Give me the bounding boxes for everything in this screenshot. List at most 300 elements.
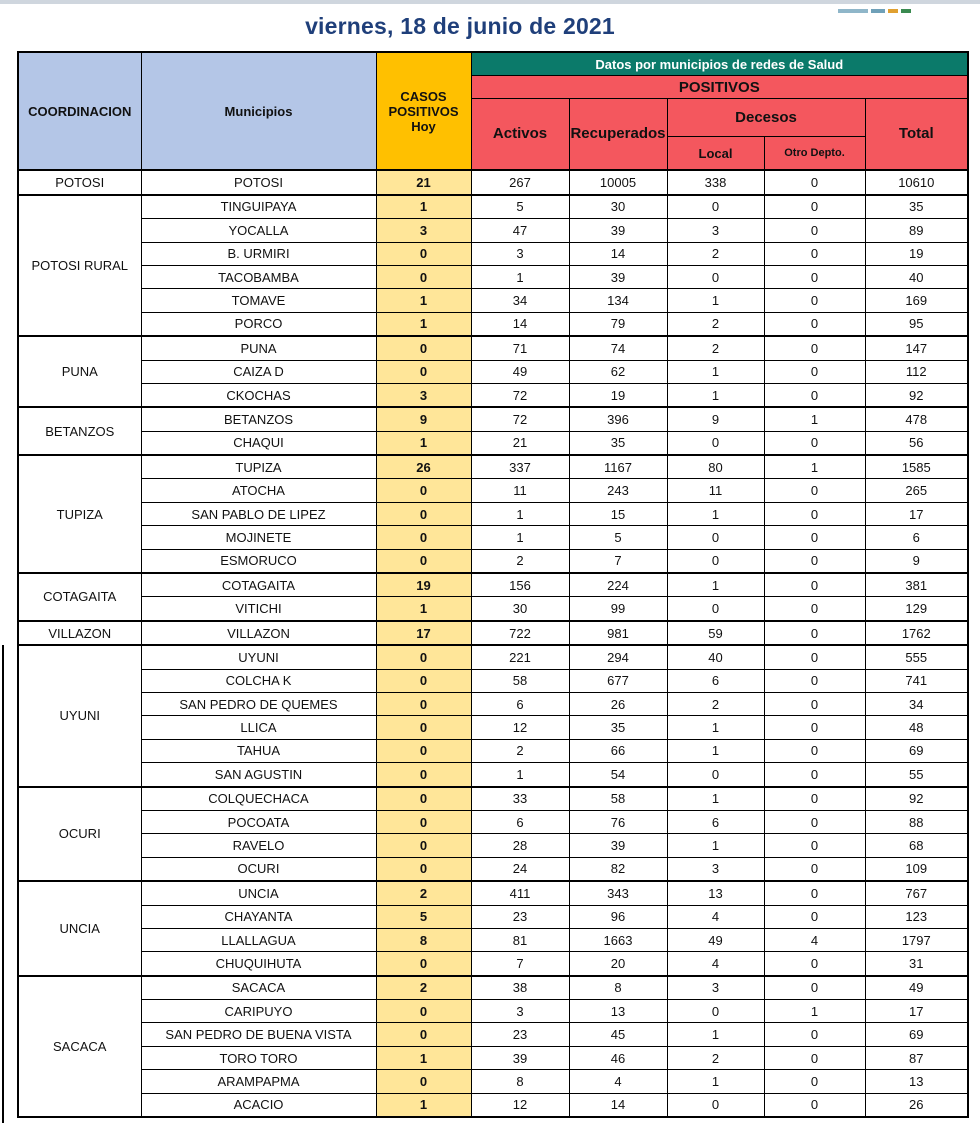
total-cell: 123 [865, 905, 968, 928]
activos-cell: 2 [471, 549, 569, 573]
recuperados-cell: 8 [569, 976, 667, 1000]
casos-hoy-cell: 0 [376, 265, 471, 288]
recuperados-cell: 58 [569, 787, 667, 811]
recuperados-cell: 1663 [569, 928, 667, 951]
municipio-cell: ARAMPAPMA [141, 1070, 376, 1093]
decesos-otro-cell: 0 [764, 219, 865, 242]
header-total: Total [865, 99, 968, 171]
casos-hoy-cell: 3 [376, 219, 471, 242]
header-municipios: Municipios [141, 52, 376, 170]
recuperados-cell: 134 [569, 289, 667, 312]
decesos-otro-cell: 1 [764, 455, 865, 479]
activos-cell: 12 [471, 716, 569, 739]
municipio-cell: POTOSI [141, 170, 376, 194]
total-cell: 555 [865, 645, 968, 669]
decesos-otro-cell: 0 [764, 526, 865, 549]
decesos-otro-cell: 0 [764, 242, 865, 265]
decesos-otro-cell: 0 [764, 621, 865, 645]
total-cell: 129 [865, 597, 968, 621]
casos-hoy-cell: 21 [376, 170, 471, 194]
table-row [18, 526, 968, 549]
casos-hoy-cell: 0 [376, 952, 471, 976]
recuperados-cell: 294 [569, 645, 667, 669]
municipio-cell: SAN PABLO DE LIPEZ [141, 502, 376, 525]
decesos-local-cell: 1 [667, 787, 764, 811]
decesos-otro-cell: 0 [764, 265, 865, 288]
total-cell: 767 [865, 881, 968, 905]
table-row [18, 1070, 968, 1093]
header-casos-line1: CASOS [400, 88, 447, 104]
recuperados-cell: 7 [569, 549, 667, 573]
total-cell: 34 [865, 692, 968, 715]
activos-cell: 5 [471, 195, 569, 219]
decesos-local-cell: 9 [667, 407, 764, 431]
municipio-cell: ESMORUCO [141, 549, 376, 573]
decesos-otro-cell: 0 [764, 976, 865, 1000]
decesos-local-cell: 1 [667, 1070, 764, 1093]
casos-hoy-cell: 0 [376, 479, 471, 502]
casos-hoy-cell: 0 [376, 242, 471, 265]
total-cell: 1797 [865, 928, 968, 951]
header-positivos: POSITIVOS [471, 76, 968, 99]
table-row [18, 597, 968, 621]
casos-hoy-cell: 0 [376, 549, 471, 573]
table-row [18, 170, 968, 194]
activos-cell: 337 [471, 455, 569, 479]
total-cell: 1585 [865, 455, 968, 479]
municipio-cell: SAN PEDRO DE BUENA VISTA [141, 1023, 376, 1046]
casos-hoy-cell: 0 [376, 716, 471, 739]
total-cell: 17 [865, 1000, 968, 1023]
recuperados-cell: 30 [569, 195, 667, 219]
casos-hoy-cell: 2 [376, 881, 471, 905]
total-cell: 88 [865, 810, 968, 833]
activos-cell: 23 [471, 1023, 569, 1046]
municipio-cell: TINGUIPAYA [141, 195, 376, 219]
decesos-otro-cell: 0 [764, 763, 865, 787]
report-date-title: viernes, 18 de junio de 2021 [305, 13, 615, 39]
total-cell: 69 [865, 739, 968, 762]
activos-cell: 30 [471, 597, 569, 621]
table-row [18, 502, 968, 525]
coordinacion-cell: OCURI [18, 787, 141, 882]
decesos-otro-cell: 0 [764, 549, 865, 573]
decesos-local-cell: 1 [667, 383, 764, 407]
recuperados-cell: 981 [569, 621, 667, 645]
decesos-otro-cell: 0 [764, 170, 865, 194]
coordinacion-cell: BETANZOS [18, 407, 141, 455]
recuperados-cell: 39 [569, 834, 667, 857]
casos-hoy-cell: 0 [376, 787, 471, 811]
decesos-otro-cell: 0 [764, 1070, 865, 1093]
decesos-otro-cell: 0 [764, 1023, 865, 1046]
activos-cell: 221 [471, 645, 569, 669]
decesos-local-cell: 0 [667, 549, 764, 573]
total-cell: 31 [865, 952, 968, 976]
activos-cell: 3 [471, 1000, 569, 1023]
table-row [18, 692, 968, 715]
casos-hoy-cell: 0 [376, 763, 471, 787]
recuperados-cell: 66 [569, 739, 667, 762]
recuperados-cell: 243 [569, 479, 667, 502]
total-cell: 92 [865, 383, 968, 407]
decesos-otro-cell: 0 [764, 787, 865, 811]
municipio-cell: PUNA [141, 336, 376, 360]
total-cell: 49 [865, 976, 968, 1000]
activos-cell: 24 [471, 857, 569, 881]
decesos-otro-cell: 0 [764, 834, 865, 857]
decesos-local-cell: 0 [667, 597, 764, 621]
activos-cell: 72 [471, 383, 569, 407]
decesos-local-cell: 2 [667, 1046, 764, 1069]
recuperados-cell: 82 [569, 857, 667, 881]
decesos-local-cell: 0 [667, 1000, 764, 1023]
municipio-cell: RAVELO [141, 834, 376, 857]
activos-cell: 7 [471, 952, 569, 976]
logo-fragment [838, 0, 930, 6]
casos-hoy-cell: 1 [376, 431, 471, 455]
coordinacion-cell: VILLAZON [18, 621, 141, 645]
activos-cell: 72 [471, 407, 569, 431]
total-cell: 13 [865, 1070, 968, 1093]
municipio-cell: COLCHA K [141, 669, 376, 692]
decesos-otro-cell: 0 [764, 739, 865, 762]
municipio-cell: CHAQUI [141, 431, 376, 455]
recuperados-cell: 62 [569, 360, 667, 383]
coordinacion-cell: PUNA [18, 336, 141, 407]
table-row [18, 716, 968, 739]
total-cell: 1762 [865, 621, 968, 645]
municipio-cell: COLQUECHACA [141, 787, 376, 811]
activos-cell: 28 [471, 834, 569, 857]
table-row [18, 905, 968, 928]
table-row [18, 455, 968, 479]
decesos-local-cell: 1 [667, 502, 764, 525]
activos-cell: 3 [471, 242, 569, 265]
activos-cell: 2 [471, 739, 569, 762]
decesos-otro-cell: 0 [764, 645, 865, 669]
decesos-otro-cell: 1 [764, 1000, 865, 1023]
decesos-local-cell: 11 [667, 479, 764, 502]
decesos-local-cell: 1 [667, 834, 764, 857]
table-row [18, 242, 968, 265]
casos-hoy-cell: 8 [376, 928, 471, 951]
casos-hoy-cell: 2 [376, 976, 471, 1000]
decesos-otro-cell: 0 [764, 597, 865, 621]
total-cell: 6 [865, 526, 968, 549]
casos-hoy-cell: 9 [376, 407, 471, 431]
decesos-local-cell: 0 [667, 431, 764, 455]
decesos-local-cell: 0 [667, 265, 764, 288]
decesos-otro-cell: 0 [764, 1046, 865, 1069]
header-casos-positivos-hoy [376, 52, 471, 170]
decesos-otro-cell: 0 [764, 857, 865, 881]
municipio-cell: TORO TORO [141, 1046, 376, 1069]
casos-hoy-cell: 0 [376, 739, 471, 762]
decesos-otro-cell: 0 [764, 716, 865, 739]
total-cell: 26 [865, 1093, 968, 1117]
casos-hoy-cell: 1 [376, 195, 471, 219]
casos-hoy-cell: 17 [376, 621, 471, 645]
casos-hoy-cell: 5 [376, 905, 471, 928]
decesos-otro-cell: 0 [764, 502, 865, 525]
decesos-otro-cell: 0 [764, 692, 865, 715]
municipio-cell: ATOCHA [141, 479, 376, 502]
table-row [18, 312, 968, 336]
activos-cell: 14 [471, 312, 569, 336]
decesos-otro-cell: 0 [764, 905, 865, 928]
table-body [18, 170, 968, 1117]
total-cell: 19 [865, 242, 968, 265]
table-row [18, 383, 968, 407]
decesos-otro-cell: 0 [764, 336, 865, 360]
activos-cell: 39 [471, 1046, 569, 1069]
municipio-cell: OCURI [141, 857, 376, 881]
total-cell: 478 [865, 407, 968, 431]
municipio-cell: TACOBAMBA [141, 265, 376, 288]
recuperados-cell: 4 [569, 1070, 667, 1093]
casos-hoy-cell: 0 [376, 834, 471, 857]
decesos-local-cell: 0 [667, 195, 764, 219]
activos-cell: 8 [471, 1070, 569, 1093]
table-row [18, 976, 968, 1000]
recuperados-cell: 15 [569, 502, 667, 525]
recuperados-cell: 13 [569, 1000, 667, 1023]
activos-cell: 47 [471, 219, 569, 242]
decesos-local-cell: 1 [667, 289, 764, 312]
decesos-local-cell: 1 [667, 716, 764, 739]
municipio-cell: CHAYANTA [141, 905, 376, 928]
table-row [18, 645, 968, 669]
municipio-cell: CARIPUYO [141, 1000, 376, 1023]
header-decesos: Decesos [667, 99, 865, 137]
total-cell: 35 [865, 195, 968, 219]
recuperados-cell: 20 [569, 952, 667, 976]
municipio-cell: YOCALLA [141, 219, 376, 242]
decesos-local-cell: 40 [667, 645, 764, 669]
recuperados-cell: 46 [569, 1046, 667, 1069]
total-cell: 56 [865, 431, 968, 455]
activos-cell: 1 [471, 502, 569, 525]
decesos-otro-cell: 0 [764, 289, 865, 312]
municipio-cell: SACACA [141, 976, 376, 1000]
table-row [18, 549, 968, 573]
decesos-local-cell: 13 [667, 881, 764, 905]
recuperados-cell: 96 [569, 905, 667, 928]
decesos-local-cell: 2 [667, 336, 764, 360]
decesos-local-cell: 2 [667, 312, 764, 336]
coordinacion-cell: COTAGAITA [18, 573, 141, 621]
decesos-local-cell: 4 [667, 905, 764, 928]
decesos-otro-cell: 0 [764, 1093, 865, 1117]
total-cell: 109 [865, 857, 968, 881]
municipio-cell: SAN AGUSTIN [141, 763, 376, 787]
municipio-cell: TUPIZA [141, 455, 376, 479]
municipio-cell: SAN PEDRO DE QUEMES [141, 692, 376, 715]
table-row [18, 881, 968, 905]
total-cell: 40 [865, 265, 968, 288]
activos-cell: 1 [471, 763, 569, 787]
activos-cell: 12 [471, 1093, 569, 1117]
decesos-otro-cell: 0 [764, 195, 865, 219]
casos-hoy-cell: 0 [376, 810, 471, 833]
header-activos: Activos [471, 99, 569, 171]
coordinacion-cell: POTOSI RURAL [18, 195, 141, 336]
activos-cell: 6 [471, 810, 569, 833]
table-row [18, 195, 968, 219]
table-row [18, 621, 968, 645]
casos-hoy-cell: 0 [376, 360, 471, 383]
decesos-local-cell: 4 [667, 952, 764, 976]
decesos-local-cell: 1 [667, 739, 764, 762]
municipio-cell: TOMAVE [141, 289, 376, 312]
decesos-local-cell: 0 [667, 1093, 764, 1117]
recuperados-cell: 35 [569, 431, 667, 455]
casos-hoy-cell: 0 [376, 857, 471, 881]
activos-cell: 81 [471, 928, 569, 951]
casos-hoy-cell: 0 [376, 692, 471, 715]
casos-hoy-cell: 1 [376, 597, 471, 621]
decesos-otro-cell: 0 [764, 669, 865, 692]
table-row [18, 857, 968, 881]
activos-cell: 21 [471, 431, 569, 455]
table-row [18, 479, 968, 502]
municipio-cell: B. URMIRI [141, 242, 376, 265]
casos-hoy-cell: 0 [376, 669, 471, 692]
recuperados-cell: 19 [569, 383, 667, 407]
recuperados-cell: 35 [569, 716, 667, 739]
activos-cell: 156 [471, 573, 569, 597]
header-otro-depto: Otro Depto. [764, 136, 865, 170]
activos-cell: 411 [471, 881, 569, 905]
table-row [18, 1000, 968, 1023]
total-cell: 95 [865, 312, 968, 336]
recuperados-cell: 26 [569, 692, 667, 715]
recuperados-cell: 396 [569, 407, 667, 431]
coordinacion-cell: UYUNI [18, 645, 141, 786]
table-row [18, 952, 968, 976]
total-cell: 48 [865, 716, 968, 739]
table-row [18, 763, 968, 787]
table-row [18, 573, 968, 597]
total-cell: 147 [865, 336, 968, 360]
decesos-local-cell: 0 [667, 763, 764, 787]
decesos-otro-cell: 0 [764, 479, 865, 502]
recuperados-cell: 224 [569, 573, 667, 597]
decesos-otro-cell: 4 [764, 928, 865, 951]
header-recuperados: Recuperados [569, 99, 667, 171]
municipio-cell: PORCO [141, 312, 376, 336]
decesos-local-cell: 1 [667, 360, 764, 383]
table-row [18, 739, 968, 762]
header-casos-line2: POSITIVOS [388, 103, 459, 119]
activos-cell: 267 [471, 170, 569, 194]
table-row [18, 1046, 968, 1069]
total-cell: 92 [865, 787, 968, 811]
activos-cell: 6 [471, 692, 569, 715]
total-cell: 9 [865, 549, 968, 573]
header-coordinacion: COORDINACION [18, 52, 141, 170]
activos-cell: 71 [471, 336, 569, 360]
recuperados-cell: 54 [569, 763, 667, 787]
table-row [18, 1023, 968, 1046]
total-cell: 10610 [865, 170, 968, 194]
coordinacion-cell: TUPIZA [18, 455, 141, 573]
decesos-local-cell: 1 [667, 573, 764, 597]
table-row [18, 1093, 968, 1117]
left-margin-line [2, 645, 4, 1123]
recuperados-cell: 343 [569, 881, 667, 905]
municipio-cell: CHUQUIHUTA [141, 952, 376, 976]
total-cell: 69 [865, 1023, 968, 1046]
total-cell: 169 [865, 289, 968, 312]
casos-hoy-cell: 0 [376, 1023, 471, 1046]
total-cell: 89 [865, 219, 968, 242]
recuperados-cell: 14 [569, 242, 667, 265]
recuperados-cell: 79 [569, 312, 667, 336]
decesos-local-cell: 3 [667, 219, 764, 242]
recuperados-cell: 39 [569, 219, 667, 242]
municipio-cell: VILLAZON [141, 621, 376, 645]
casos-hoy-cell: 1 [376, 1093, 471, 1117]
casos-hoy-cell: 0 [376, 526, 471, 549]
table-row [18, 431, 968, 455]
table-row [18, 265, 968, 288]
activos-cell: 1 [471, 526, 569, 549]
table-row [18, 928, 968, 951]
cases-table [17, 51, 969, 1118]
decesos-otro-cell: 0 [764, 952, 865, 976]
top-edge-strip [0, 0, 980, 4]
activos-cell: 49 [471, 360, 569, 383]
table-row [18, 787, 968, 811]
recuperados-cell: 677 [569, 669, 667, 692]
municipio-cell: VITICHI [141, 597, 376, 621]
casos-hoy-cell: 1 [376, 289, 471, 312]
total-cell: 17 [865, 502, 968, 525]
decesos-otro-cell: 0 [764, 573, 865, 597]
decesos-otro-cell: 0 [764, 383, 865, 407]
municipio-cell: COTAGAITA [141, 573, 376, 597]
table-row [18, 834, 968, 857]
municipio-cell: CKOCHAS [141, 383, 376, 407]
municipio-cell: UYUNI [141, 645, 376, 669]
decesos-local-cell: 3 [667, 857, 764, 881]
recuperados-cell: 45 [569, 1023, 667, 1046]
casos-hoy-cell: 26 [376, 455, 471, 479]
decesos-otro-cell: 0 [764, 881, 865, 905]
decesos-otro-cell: 0 [764, 360, 865, 383]
table-row [18, 219, 968, 242]
municipio-cell: CAIZA D [141, 360, 376, 383]
casos-hoy-cell: 3 [376, 383, 471, 407]
recuperados-cell: 10005 [569, 170, 667, 194]
casos-hoy-cell: 19 [376, 573, 471, 597]
decesos-local-cell: 3 [667, 976, 764, 1000]
decesos-local-cell: 59 [667, 621, 764, 645]
activos-cell: 23 [471, 905, 569, 928]
recuperados-cell: 74 [569, 336, 667, 360]
casos-hoy-cell: 0 [376, 502, 471, 525]
activos-cell: 722 [471, 621, 569, 645]
decesos-local-cell: 80 [667, 455, 764, 479]
decesos-local-cell: 0 [667, 526, 764, 549]
header-casos-line3: Hoy [411, 118, 436, 134]
decesos-local-cell: 338 [667, 170, 764, 194]
casos-hoy-cell: 1 [376, 1046, 471, 1069]
header-local: Local [667, 136, 764, 170]
decesos-otro-cell: 0 [764, 431, 865, 455]
